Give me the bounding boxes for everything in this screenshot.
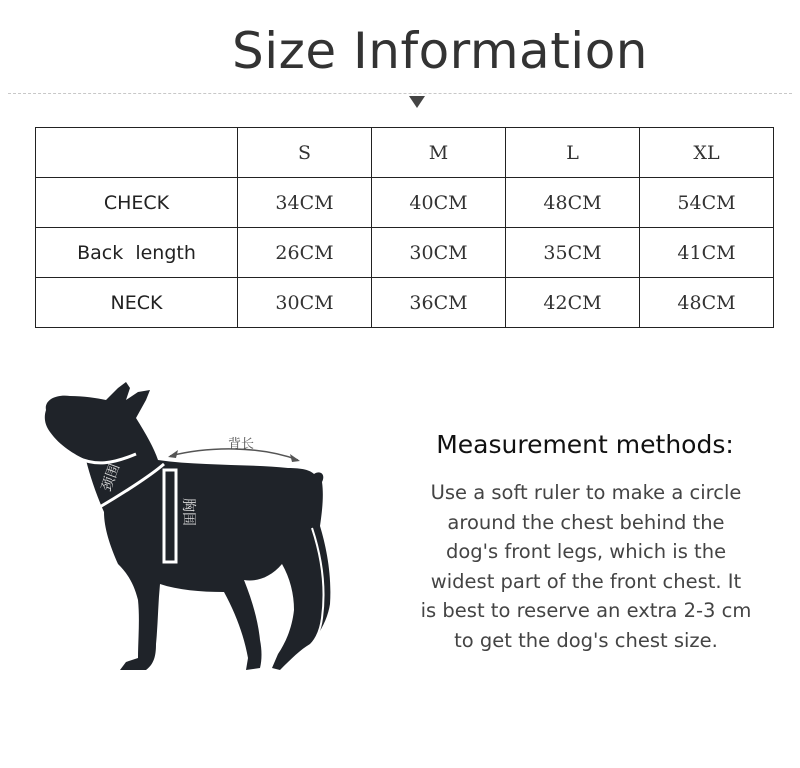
table-cell: 35CM	[506, 228, 640, 278]
row-label: Back length	[36, 228, 238, 278]
table-cell: 40CM	[372, 178, 506, 228]
table-cell: 54CM	[640, 178, 774, 228]
table-cell: 26CM	[238, 228, 372, 278]
arrow-head-right	[290, 454, 300, 462]
measurement-description: Use a soft ruler to make a circle around the chest behind the dog's front legs, which is the widest part of the front chest. It is best to reserve an extra 2-3 cm to get the dog's chest size.	[420, 481, 752, 652]
table-row	[36, 228, 774, 278]
back-length-label: 背长	[228, 437, 255, 452]
title-divider	[8, 93, 792, 94]
row-label: CHECK	[36, 178, 238, 228]
table-cell: 42CM	[506, 278, 640, 328]
table-header-cell	[36, 128, 238, 178]
table-header-cell: L	[506, 128, 640, 178]
row-label: NECK	[36, 278, 238, 328]
table-cell: 30CM	[238, 278, 372, 328]
table-header-row	[36, 128, 774, 178]
chest-label: 胸围	[180, 498, 196, 526]
table-cell: 48CM	[506, 178, 640, 228]
neck-label: 颈围	[98, 461, 124, 494]
dog-silhouette	[45, 382, 331, 670]
table-cell: 36CM	[372, 278, 506, 328]
table-cell: 30CM	[372, 228, 506, 278]
table-row	[36, 178, 774, 228]
table-header-cell: M	[372, 128, 506, 178]
table-cell: 41CM	[640, 228, 774, 278]
page-title: Size Information	[232, 22, 648, 80]
dog-measurement-diagram	[40, 378, 340, 678]
size-table	[35, 127, 774, 328]
measurement-title: Measurement methods:	[436, 430, 734, 459]
table-header-cell: XL	[640, 128, 774, 178]
table-cell: 34CM	[238, 178, 372, 228]
table-cell: 48CM	[640, 278, 774, 328]
arrow-head-left	[168, 450, 178, 458]
down-arrow-icon	[409, 96, 425, 108]
table-header-cell: S	[238, 128, 372, 178]
table-row	[36, 278, 774, 328]
